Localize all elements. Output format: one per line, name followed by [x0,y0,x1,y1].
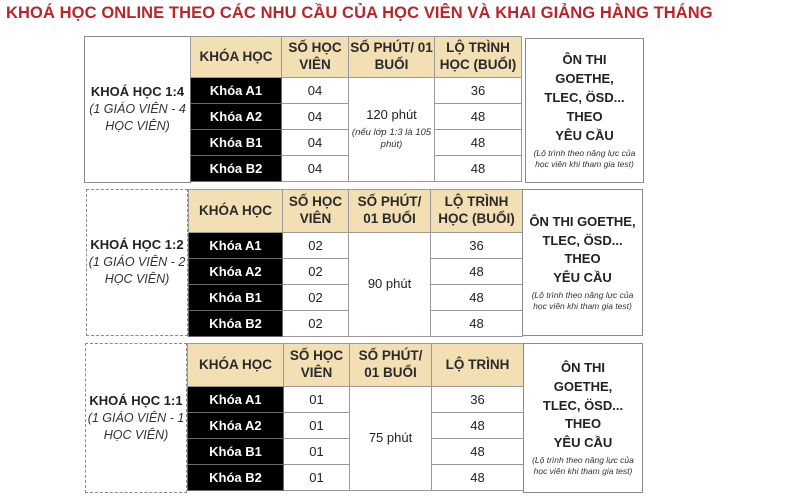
course-table [188,189,523,337]
course-level: Khóa B2 [188,465,284,491]
course-name: KHOÁ HỌC 1:1 [89,392,183,408]
exam-prep-note-line: (Lộ trình theo năng lực của [533,147,636,158]
exam-prep-box [525,38,644,183]
course-subtitle-line: HỌC VIÊN) [104,272,170,286]
exam-prep-note-line: học viên khi tham gia test) [535,158,634,169]
exam-prep-title-line: YÊU CẦU [555,127,614,143]
header-students: SỐ HỌC VIÊN [282,37,349,78]
student-count: 02 [283,233,349,259]
course-level: Khóa A1 [188,387,284,413]
header-course: KHÓA HỌC [188,344,284,387]
course-label-box [86,189,188,336]
course-subtitle-line: (1 GIÁO VIÊN - 1 [87,410,185,425]
exam-prep-note [532,455,634,477]
exam-prep-title [529,213,636,288]
course-level: Khóa B1 [188,439,284,465]
student-count: 02 [283,311,349,337]
route-sessions: 48 [432,465,524,491]
exam-prep-title [532,51,637,145]
route-sessions: 48 [432,413,524,439]
course-subtitle [88,410,185,444]
course-level: Khóa B1 [191,130,282,156]
header-minutes: SỐ PHÚT/ 01 BUỔI [349,190,431,233]
header-students: SỐ HỌC VIÊN [284,344,350,387]
course-level: Khóa A2 [188,413,284,439]
exam-prep-title [530,359,636,453]
exam-prep-note [534,148,636,170]
course-subtitle [89,254,186,288]
course-table [187,343,524,491]
table-row [191,78,522,104]
course-name: KHOÁ HỌC 1:4 [90,84,185,100]
course-level: Khóa B2 [191,156,282,182]
exam-prep-title-line: ÔN THI GOETHE, [529,213,636,229]
exam-prep-title-line: TLEC, ÖSD... THEO [542,397,624,432]
course-label-box [85,343,187,493]
course-level: Khóa A1 [191,78,282,104]
minutes-per-session [350,387,432,491]
student-count: 04 [282,156,349,182]
route-sessions: 48 [431,285,523,311]
header-students: SỐ HỌC VIÊN [283,190,349,233]
route-sessions: 48 [431,311,523,337]
exam-prep-box [523,343,643,493]
route-sessions: 48 [435,156,522,182]
exam-prep-title-line: TLEC, ÖSD... THEO [544,90,625,124]
minutes-per-session [349,78,435,182]
student-count: 01 [284,439,350,465]
header-route: LỘ TRÌNH HỌC (BUỔI) [435,37,522,78]
student-count: 01 [284,413,350,439]
header-course: KHÓA HỌC [191,37,282,78]
route-sessions: 48 [435,104,522,130]
student-count: 04 [282,130,349,156]
student-count: 04 [282,104,349,130]
minutes-value: 90 phút [367,276,412,292]
course-table [190,36,522,182]
route-sessions: 36 [431,233,523,259]
header-route: LỘ TRÌNH [432,344,524,387]
exam-prep-note-line: (Lộ trình theo năng lực của [532,455,634,466]
header-minutes: SỐ PHÚT/ 01 BUỔI [350,344,432,387]
course-level: Khóa A2 [191,104,282,130]
student-count: 02 [283,259,349,285]
course-level: Khóa A1 [189,233,283,259]
student-count: 01 [284,387,350,413]
course-level: Khóa B2 [189,311,283,337]
exam-prep-note-line: học viên khi tham gia test) [533,466,633,477]
student-count: 01 [284,465,350,491]
course-level: Khóa A2 [189,259,283,285]
route-sessions: 48 [431,259,523,285]
route-sessions: 36 [435,78,522,104]
header-minutes: SỐ PHÚT/ 01 BUỔI [349,37,435,78]
header-course: KHÓA HỌC [189,190,283,233]
course-level: Khóa B1 [189,285,283,311]
page-title: KHOÁ HỌC ONLINE THEO CÁC NHU CẦU CỦA HỌC VIÊN VÀ KHAI GIẢNG HÀNG THÁNG [6,4,713,22]
exam-prep-title-line: ÔN THI GOETHE, [555,52,614,87]
exam-prep-title-line: TLEC, ÖSD... THEO [542,232,623,267]
minutes-value: 75 phút [368,430,413,446]
minutes-value: 120 phút [366,107,417,123]
minutes-per-session [349,233,431,337]
table-row [189,233,523,259]
student-count: 02 [283,285,349,311]
route-sessions: 48 [435,130,522,156]
exam-prep-box [522,189,643,336]
course-subtitle-line: (1 GIÁO VIÊN - 2 [88,255,186,270]
exam-prep-note [532,290,634,312]
route-sessions: 36 [432,387,524,413]
exam-prep-title-line: YÊU CẦU [553,435,613,451]
exam-prep-note-line: học viên khi tham gia test) [533,301,632,312]
exam-prep-note-line: (Lộ trình theo năng lực của [531,290,634,301]
route-sessions: 48 [432,439,524,465]
exam-prep-title-line: YÊU CẦU [553,270,612,286]
course-subtitle-line: HỌC VIÊN) [103,427,169,442]
course-subtitle [89,101,186,135]
student-count: 04 [282,78,349,104]
exam-prep-title-line: ÔN THI GOETHE, [553,359,613,394]
course-subtitle-line: HỌC VIÊN) [105,119,170,133]
table-row [188,387,524,413]
course-subtitle-line: (1 GIÁO VIÊN - 4 [89,102,186,117]
header-route: LỘ TRÌNH HỌC (BUỔI) [431,190,523,233]
minutes-note: (nếu lớp 1:3 là 105 phút) [351,127,432,151]
course-label-box [84,36,191,183]
course-name: KHOÁ HỌC 1:2 [90,237,184,253]
